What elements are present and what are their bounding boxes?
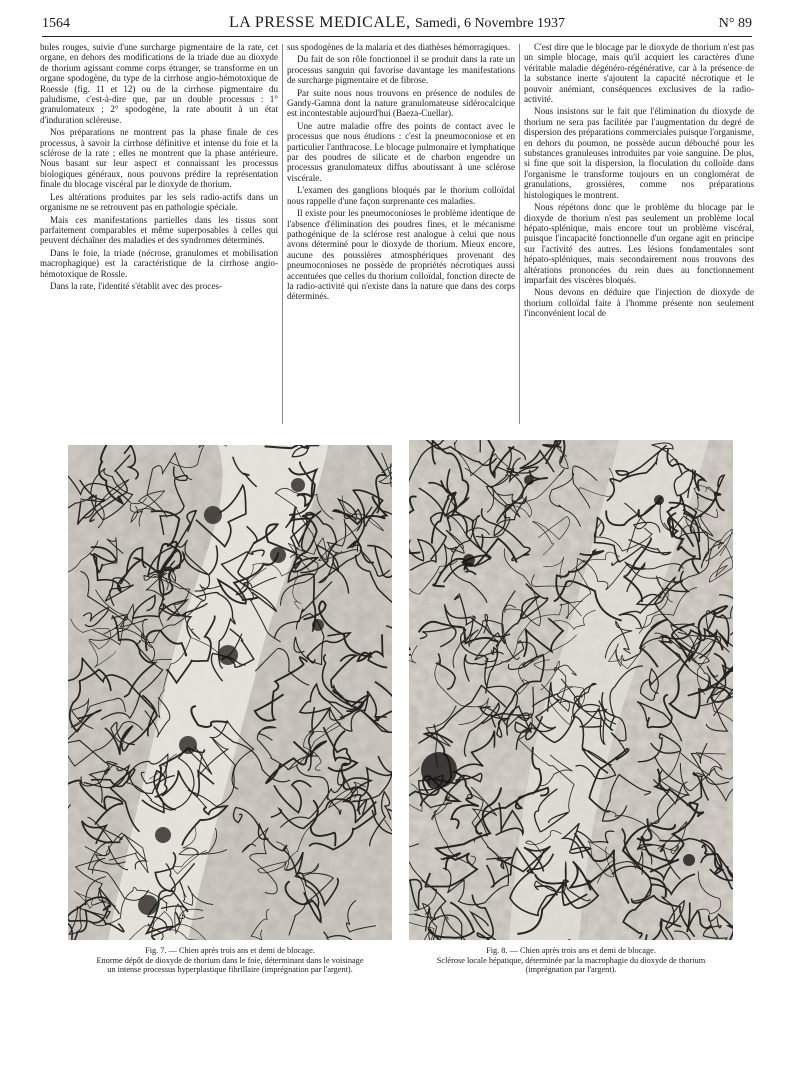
- journal-name: LA PRESSE MEDICALE,: [228, 14, 411, 31]
- paragraph: Du fait de son rôle fonctionnel il se produit dans la rate un processus sanguin qui favorise davantage les manifestations de surcharge pigmentaire et de fibrose.: [287, 54, 515, 86]
- caption-line: (imprégnation par l'argent).: [525, 965, 617, 975]
- figure-8-caption: [398, 946, 744, 975]
- column-divider: [519, 44, 520, 424]
- figure-8-micrograph: [409, 440, 733, 940]
- column-divider: [282, 44, 283, 424]
- micrograph-image: [68, 445, 392, 940]
- page-header: [42, 12, 752, 37]
- paragraph: C'est dire que le blocage par le dioxyde de thorium n'est pas un simple blocage, mais qu'il acquiert les caractères d'une véritable maladie dégénéro-régénérative, car à la présence de la substance inerte s'ajoutent la capacité nécrotique et le pouvoir anémiant, conséquences exclusives de la radio-activité.: [524, 42, 754, 105]
- issue-date: Samedi, 6 Novembre 1937: [414, 16, 566, 31]
- paragraph: Nous répétons donc que le problème du blocage par le dioxyde de thorium n'est pas seulement un problème local hépato-splénique, mais encore tout un problème viscéral, puisque l'incapacité fonctionnelle d'un organe agit en principe sur l'activité des autres. Les lésions fondamentales sont hépato-spléniques, mais secondairement nous trouvons des altérations prononcées du rein dues au fonctionnement imparfait des viscères bloqués.: [524, 202, 754, 285]
- paragraph: Mais ces manifestations partielles dans les tissus sont parfaitement comparables et même superposables à celles qui peuvent déchaîner des maladies et des syndromes déterminés.: [40, 214, 278, 246]
- paragraph: Une autre maladie offre des points de contact avec le processus que nous étudions : c'est la pneumoconiose et en particulier l'anthracose. Le blocage pulmonaire et lymphatique par des poudres de silicate et de charbon engendre un processus granulomateux diffus aboutissant à une sclérose viscérale.: [287, 120, 515, 183]
- journal-title: [42, 14, 752, 32]
- caption-line: Fig. 8. — Chien après trois ans et demi de blocage.: [486, 946, 656, 955]
- micrograph-image: [409, 440, 733, 940]
- text-column-3: [524, 42, 754, 427]
- figure-7-caption: [48, 946, 412, 975]
- figure-7-micrograph: [68, 445, 392, 940]
- caption-line: Sclérose locale hépatique, déterminée par la macrophagie du dioxyde de thorium: [436, 955, 706, 965]
- paragraph: sus spodogènes de la malaria et des diathèses hémorragiques.: [287, 42, 510, 52]
- text-column-1: [40, 42, 278, 427]
- issue-number: N° 89: [718, 16, 752, 31]
- paragraph: L'examen des ganglions bloqués par le thorium colloïdal nous rappelle d'une façon surprenante ces maladies.: [287, 185, 515, 206]
- text-column-2: [287, 42, 515, 427]
- caption-line: Enorme dépôt de dioxyde de thorium dans le foie, déterminant dans le voisinage: [96, 955, 364, 965]
- paragraph: Dans le foie, la triade (nécrose, granulomes et mobilisation macrophagique) est la caractéristique de la cirrhose angio-hémotoxique de Rossle.: [40, 247, 278, 279]
- paragraph: Dans la rate, l'identité s'établit avec des proces-: [50, 280, 222, 291]
- paragraph: Il existe pour les pneumoconioses le problème identique de l'absence d'élimination des poudres fines, et le mécanisme pathogénique de la sclérose rest analogue à celui que nous avons déterminé pour le dioxyde de thorium. Mieux encore, aucune des poussières atmosphériques provenant des pneumoconioses ne possède de propriétés nécrotiques aussi accentuées que celles du thorium colloïdal, fonction directe de la radio-activité qui n'existe dans la nature que dans des corps déterminés.: [287, 208, 515, 302]
- paragraph: Les altérations produites par les sels radio-actifs dans un organisme ne se retrouvent pas en pathologie spéciale.: [40, 191, 278, 213]
- paragraph: Par suite nous nous trouvons en présence de nodules de Gandy-Gamna dont la nature granulomateuse sidérocalcique est incontestable aujourd'hui (Baeza-Cuellar).: [287, 87, 515, 119]
- paragraph: Nous devons en déduire que l'injection de dioxyde de thorium colloïdal faite à l'homme présente non seulement l'inconvénient local de: [524, 287, 754, 319]
- page-number: 1564: [42, 16, 70, 31]
- caption-line: Fig. 7. — Chien après trois ans et demi de blocage.: [145, 946, 315, 955]
- paragraph: Nos préparations ne montrent pas la phase finale de ces processus, à savoir la cirrhose définitive et intense du foie et la sclérose de la rate ; elles ne montrent que la phase antérieure. Nous basant sur leur aspect et connaissant les processus biologiques généraux, nous pouvons prédire la représentation finale du blocage viscéral par le dioxyde de thorium.: [40, 127, 278, 190]
- paragraph: Nous insistons sur le fait que l'élimination du dioxyde de thorium ne sera pas facilitée par l'augmentation du degré de dispersion des préparations commerciales puisque l'organisme, en dehors du poumon, ne possède aucun débouché pour les substances granuleuses introduites par voie sanguine. De plus, si fine que soit la dispersion, la floculation du colloïde dans l'organisme le transforme toujours en un conglomérat de granulations, grossières, comme nos préparations histologiques le montrent.: [524, 106, 754, 200]
- paragraph: bules rouges, suivie d'une surcharge pigmentaire de la rate, cet organe, en dehors des modifications de la triade due au dioxyde de thorium agissant comme corps étranger, se transforme en un organe spodogène, du type de la cirrhose angio-hémotoxique de Roessle (fig. 11 et 12) ou de la cirrhose pigmentaire du paludisme, c'est-à-dire que, par un double processus : 1° granulomateux ; 2° spodogène, la rate aboutit à un état d'induration scléreuse.: [40, 42, 278, 125]
- caption-line: un intense processus hyperplastique fibrillaire (imprégnation par l'argent).: [107, 965, 353, 975]
